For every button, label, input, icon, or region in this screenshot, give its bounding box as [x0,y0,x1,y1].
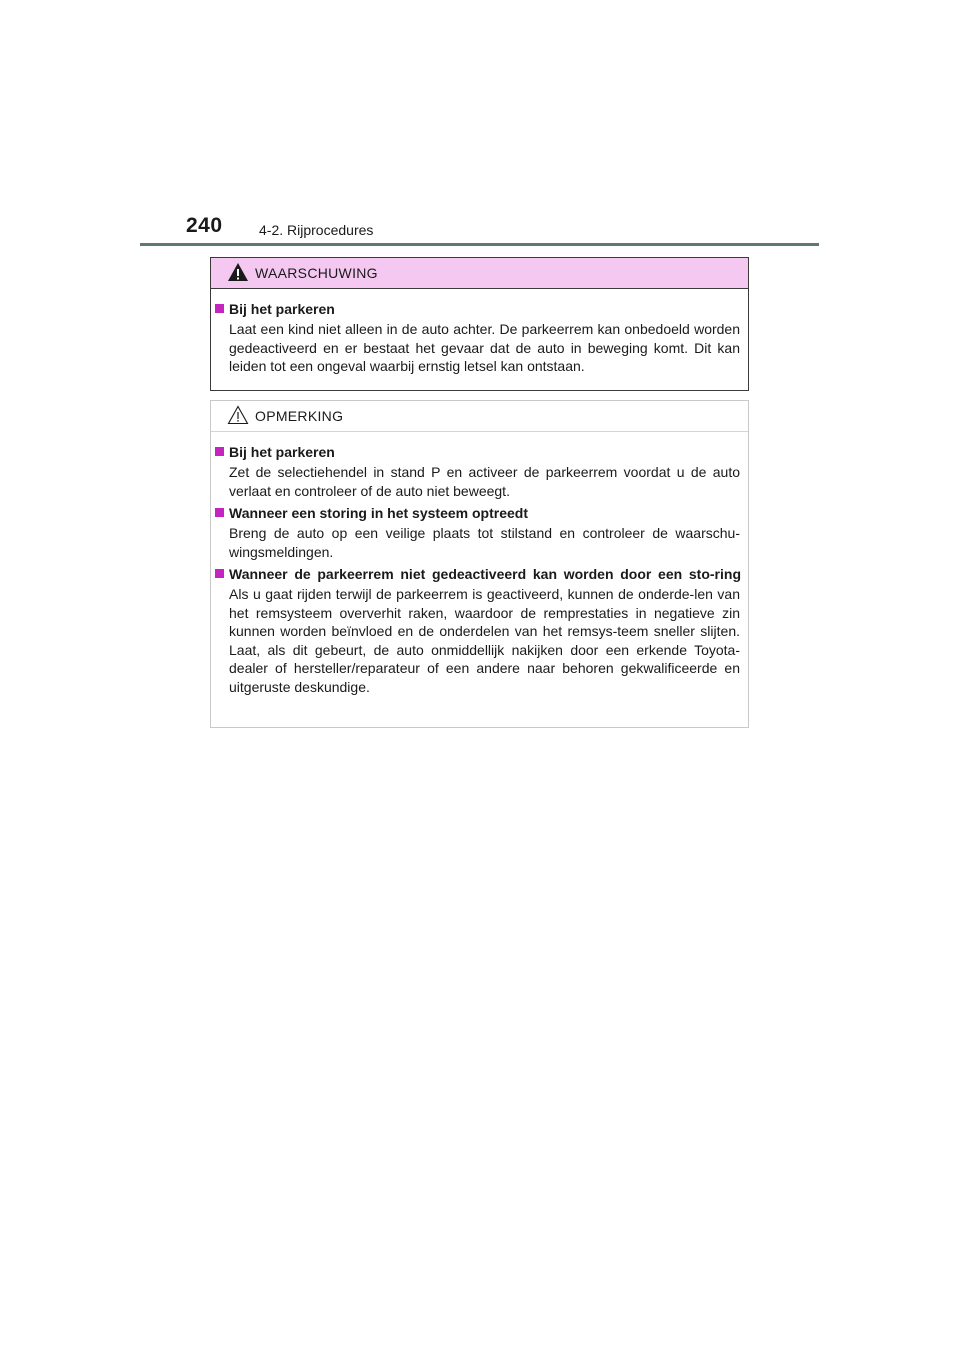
note-box [210,400,749,728]
bullet-square-icon [215,447,224,456]
note-item-heading: Bij het parkeren [215,443,741,462]
page-header [0,0,960,250]
header-rule [140,243,819,246]
section-title: 4-2. Rijprocedures [259,222,374,238]
note-header [211,401,748,432]
warning-header [211,258,748,289]
warning-item [211,300,750,376]
note-title: OPMERKING [255,408,344,424]
warning-item-heading: Bij het parkeren [215,300,741,319]
caution-outline-icon [227,405,249,425]
note-item-body: Zet de selectiehendel in stand P en activeer de parkeerrem voordat u de auto verlaat en controleer of de auto niet beweegt. [229,464,740,499]
note-item-2 [211,504,750,561]
warning-box [210,257,749,391]
note-item-3 [211,565,750,696]
page-number: 240 [186,214,223,237]
note-item-1 [211,443,750,500]
bullet-square-icon [215,304,224,313]
note-item-heading: Wanneer een storing in het systeem optreedt [215,504,741,523]
warning-title: WAARSCHUWING [255,265,378,281]
note-item-body: Breng de auto op een veilige plaats tot stilstand en controleer de waarschu-wingsmeldingen. [229,525,740,560]
bullet-square-icon [215,508,224,517]
warning-item-body: Laat een kind niet alleen in de auto achter. De parkeerrem kan onbedoeld worden gedeactiveerd en er bestaat het gevaar dat de auto in beweging komt. Dit kan leiden tot een ongeval waarbij ernstig letsel kan ontstaan. [229,321,740,374]
note-item-body: Als u gaat rijden terwijl de parkeerrem is geactiveerd, kunnen de onderde-len van het remsysteem oververhit raken, waardoor de remprestaties in negatieve zin kunnen worden beïnvloed en de onderdelen van het remsys-teem sneller slijten. Laat, als dit gebeurt, de auto onmiddellijk nakijken door een erkende Toyota-dealer of hersteller/reparateur of een andere naar behoren gekwalificeerde en uitgeruste deskundige. [229,586,740,695]
bullet-square-icon [215,569,224,578]
note-item-heading: Wanneer de parkeerrem niet gedeactiveerd kan worden door een sto-ring [215,565,741,584]
warning-triangle-icon [227,262,249,282]
